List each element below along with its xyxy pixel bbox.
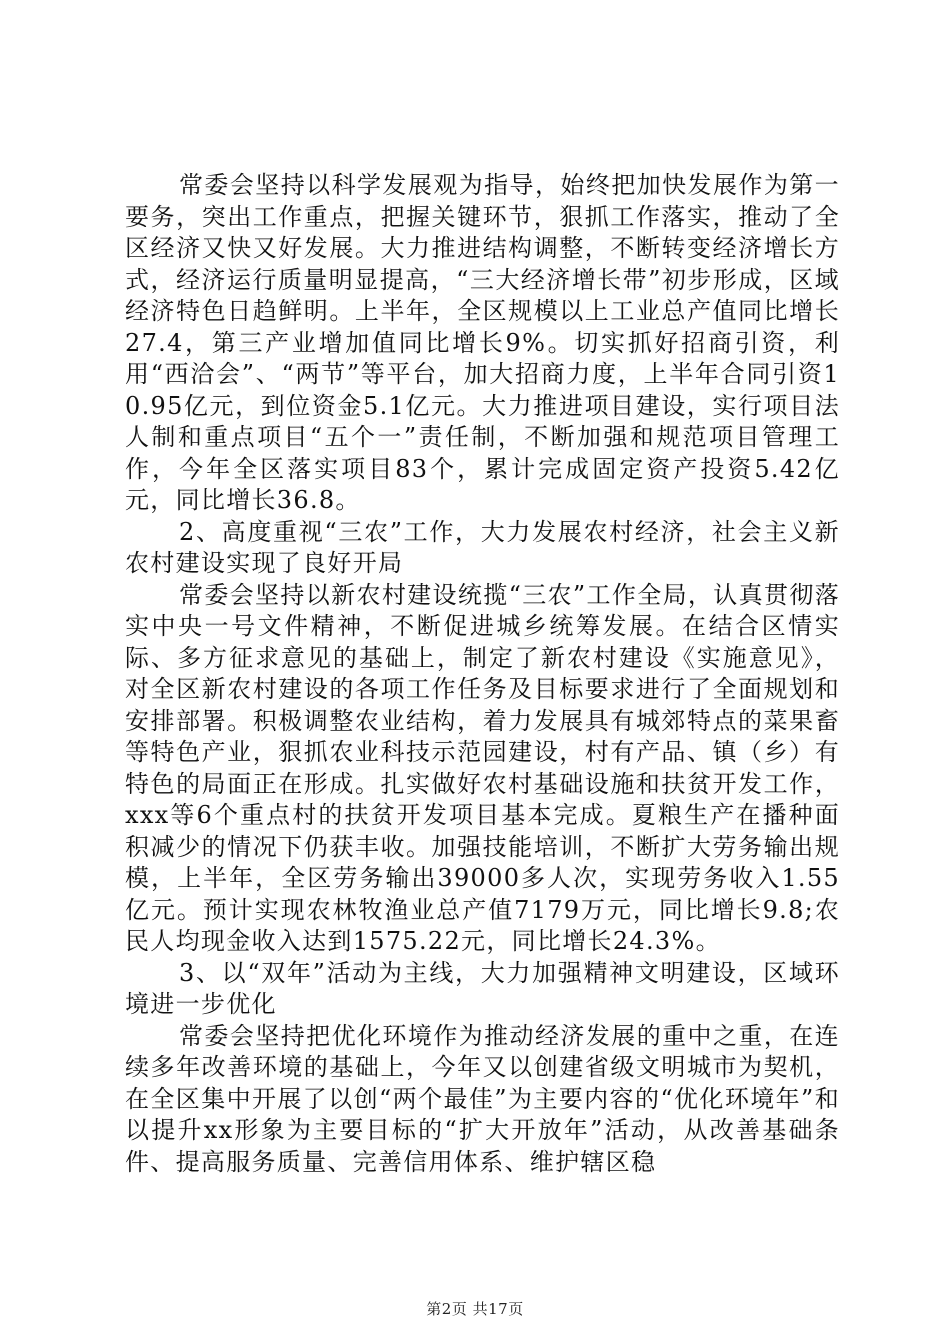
section-heading-agriculture: 2、高度重视“三农”工作，大力发展农村经济，社会主义新农村建设实现了良好开局 xyxy=(125,517,840,577)
paragraph-economic-development: 常委会坚持以科学发展观为指导，始终把加快发展作为第一要务，突出工作重点，把握关键环节，狠抓工作落实，推动了全区经济又快又好发展。大力推进结构调整，不断转变经济增长方式，经济运行质量明显提高，“三大经济增长带”初步形成，区域经济特色日趋鲜明。上半年，全区规模以上工业总产值同比增长27.4，第三产业增加值同比增长9%。切实抓好招商引资，利用“西洽会”、“两节”等平台，加大招商力度，上半年合同引资10.95亿元，到位资金5.1亿元。大力推进项目建设，实行项目法人制和重点项目“五个一”责任制，不断加强和规范项目管理工作，今年全区落实项目83个，累计完成固定资产投资5.42亿元，同比增长36.8。 xyxy=(125,171,840,514)
paragraph-environment: 常委会坚持把优化环境作为推动经济发展的重中之重，在连续多年改善环境的基础上，今年又以创建省级文明城市为契机，在全区集中开展了以创“两个最佳”为主要内容的“优化环境年”和以提升xx形象为主要目标的“扩大开放年”活动，从改善基础条件、提高服务质量、完善信用体系、维护辖区稳 xyxy=(125,1021,840,1176)
page-footer: 第2页 共17页 xyxy=(426,1300,524,1318)
paragraph-new-countryside: 常委会坚持以新农村建设统揽“三农”工作全局，认真贯彻落实中央一号文件精神，不断促进城乡统筹发展。在结合区情实际、多方征求意见的基础上，制定了新农村建设《实施意见》，对全区新农村建设的各项工作任务及目标要求进行了全面规划和安排部署。积极调整农业结构，着力发展具有城郊特点的菜果畜等特色产业，狠抓农业科技示范园建设，村有产品、镇（乡）有特色的局面正在形成。扎实做好农村基础设施和扶贫开发工作，xxx等6个重点村的扶贫开发项目基本完成。夏粮生产在播种面积减少的情况下仍获丰收。加强技能培训，不断扩大劳务输出规模，上半年，全区劳务输出39000多人次，实现劳务收入1.55亿元。预计实现农林牧渔业总产值7179万元，同比增长9.8;农民人均现金收入达到1575.22元，同比增长24.3%。 xyxy=(125,580,840,955)
section-heading-civilization: 3、以“双年”活动为主线，大力加强精神文明建设，区域环境进一步优化 xyxy=(125,958,840,1018)
document-body xyxy=(125,170,840,1178)
